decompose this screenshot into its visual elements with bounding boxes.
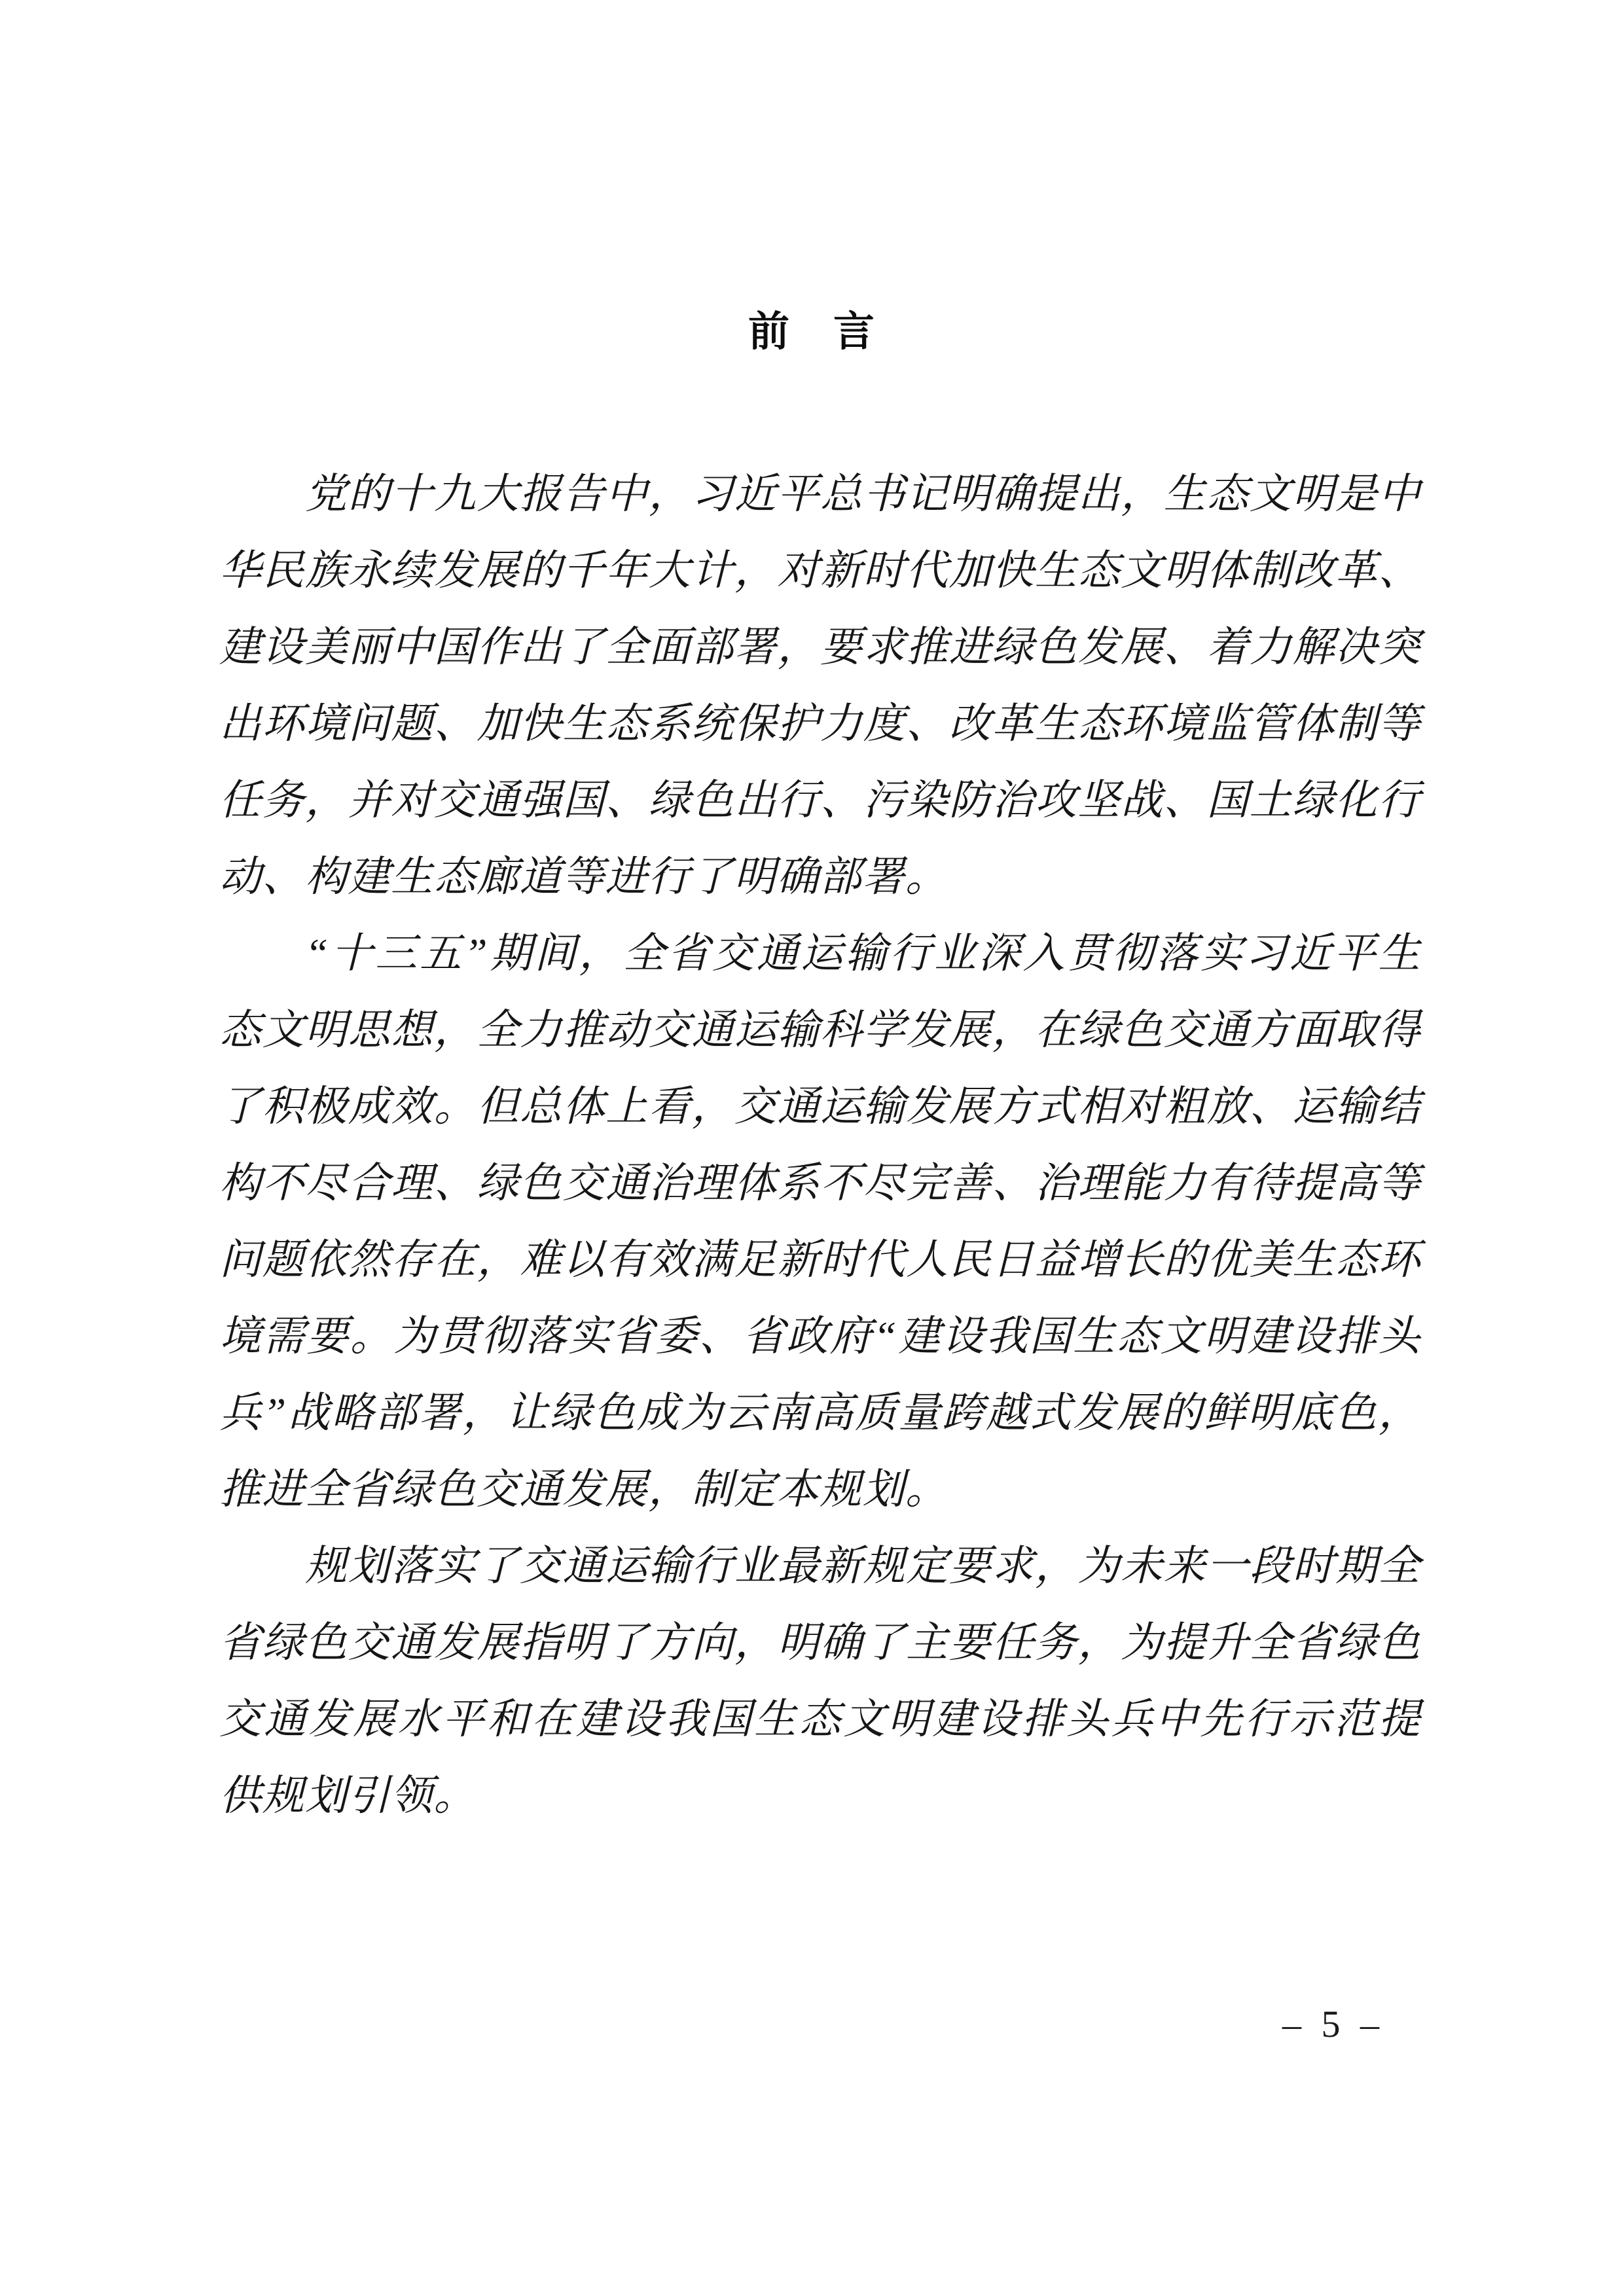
paragraph-2-line-6: 境需要。为贯彻落实省委、省政府“建设我国生态文明建设排头: [219, 1313, 1421, 1359]
paragraph-1-line-3: 建设美丽中国作出了全面部署，要求推进绿色发展、着力解决突: [219, 624, 1421, 670]
paragraph-3-line-2: 省绿色交通发展指明了方向，明确了主要任务，为提升全省绿色: [219, 1619, 1421, 1666]
paragraph-1-line-4: 出环境问题、加快生态系统保护力度、改革生态环境监管体制等: [219, 700, 1421, 747]
page-title: 前 言: [748, 309, 876, 355]
paragraph-2-line-8: 推进全省绿色交通发展，制定本规划。: [219, 1466, 948, 1513]
paragraph-1-line-5: 任务，并对交通强国、绿色出行、污染防治攻坚战、国土绿化行: [219, 777, 1421, 823]
paragraph-2-line-5: 问题依然存在，难以有效满足新时代人民日益增长的优美生态环: [219, 1236, 1421, 1283]
paragraph-1-line-1: 党的十九大报告中，习近平总书记明确提出，生态文明是中: [305, 471, 1421, 517]
paragraph-2-line-3: 了积极成效。但总体上看，交通运输发展方式相对粗放、运输结: [219, 1083, 1421, 1130]
paragraph-3-line-4: 供规划引领。: [219, 1772, 477, 1819]
paragraph-1-line-6: 动、构建生态廊道等进行了明确部署。: [219, 853, 948, 900]
paragraph-1-line-2: 华民族永续发展的千年大计，对新时代加快生态文明体制改革、: [219, 547, 1421, 594]
paragraph-2-line-2: 态文明思想，全力推动交通运输科学发展，在绿色交通方面取得: [219, 1007, 1421, 1053]
paragraph-2-line-7: 兵”战略部署，让绿色成为云南高质量跨越式发展的鲜明底色，: [219, 1390, 1421, 1436]
paragraph-2-line-4: 构不尽合理、绿色交通治理体系不尽完善、治理能力有待提高等: [219, 1160, 1421, 1206]
paragraph-3-line-1: 规划落实了交通运输行业最新规定要求，为未来一段时期全: [305, 1543, 1421, 1589]
page-number: – 5 –: [1282, 2003, 1384, 2045]
paragraph-2-line-1: “十三五”期间，全省交通运输行业深入贯彻落实习近平生: [305, 930, 1421, 977]
paragraph-3-line-3: 交通发展水平和在建设我国生态文明建设排头兵中先行示范提: [219, 1696, 1421, 1742]
body-text: [219, 456, 1421, 1834]
